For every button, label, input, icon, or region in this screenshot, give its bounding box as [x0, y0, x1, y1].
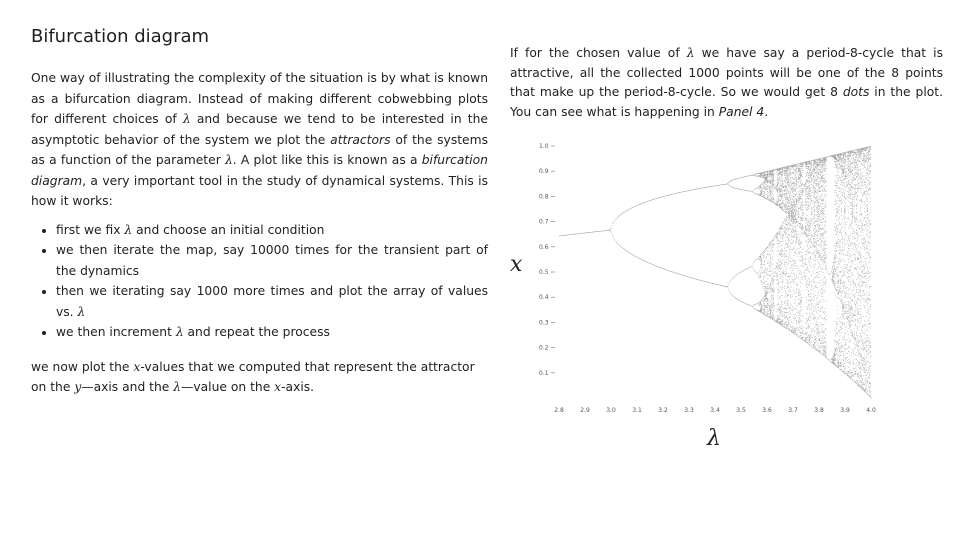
text-run: we now plot the — [31, 359, 134, 374]
bifurcation-plot — [535, 133, 908, 420]
text-run: we then increment — [56, 325, 176, 339]
text-run: . — [764, 104, 769, 119]
text-run: of the systems as a function of the parameter — [31, 132, 489, 167]
emphasis-text: attractors — [330, 132, 391, 147]
x-tick-label: 3.9 — [840, 407, 850, 414]
text-run: . A plot like this is known as a — [232, 153, 422, 167]
text-run: we have say a period-8-cycle that is attractive, all the collected 1000 points will be one of the 8 points that make up the period-8-cycle. So we would get 8 — [510, 46, 943, 99]
text-run: If for the chosen value of — [510, 46, 687, 60]
x-tick-label: 3.6 — [762, 407, 772, 414]
y-tick-label: 0.3 — [539, 319, 549, 327]
text-run: One way of illustrating the complexity of the situation is by what is known as a bifurcation diagram. Instead of making different cobwebbing plots for different choices of — [31, 71, 488, 126]
step-item — [56, 240, 488, 281]
math-symbol: λ — [224, 153, 233, 167]
step-item — [56, 281, 488, 322]
x-tick-label: 3.1 — [632, 407, 642, 414]
y-tick-label: 1.0 — [539, 143, 549, 150]
text-run: —axis and the — [81, 380, 174, 394]
left-column — [31, 68, 488, 398]
text-run: -axis. — [281, 380, 315, 394]
x-tick-label: 4.0 — [866, 407, 876, 414]
math-symbol: λ — [686, 46, 695, 60]
y-tick-label: 0.7 — [539, 218, 549, 226]
right-paragraph — [510, 44, 943, 122]
x-tick-label: 2.9 — [580, 407, 590, 414]
text-run: in the plot. You can see what is happening in — [510, 85, 943, 119]
x-tick-label: 3.5 — [736, 407, 746, 414]
math-symbol: λ — [182, 112, 191, 126]
text-run: then we iterating say 1000 more times and plot the array of values vs. — [56, 284, 488, 319]
y-tick-label: 0.6 — [539, 243, 549, 251]
text-run: and choose an initial condition — [132, 222, 325, 237]
text-run: and repeat the process — [183, 325, 330, 339]
page-title: Bifurcation diagram — [31, 26, 210, 47]
step-item — [56, 322, 488, 343]
x-tick-label: 3.0 — [606, 407, 616, 414]
x-axis-label: λ — [707, 426, 721, 451]
y-tick-label: 0.9 — [539, 168, 549, 176]
y-tick-label: 0.1 — [539, 369, 549, 377]
x-tick-label: 3.8 — [814, 407, 824, 414]
x-tick-label: 3.3 — [684, 407, 694, 414]
math-symbol: x — [133, 359, 141, 374]
text-run: —value on the — [181, 380, 275, 394]
text-run: -values that we computed that represent the attractor on the — [31, 359, 475, 394]
emphasis-text: bifurcation diagram — [31, 153, 488, 188]
y-tick-label: 0.2 — [539, 344, 549, 352]
intro-paragraph — [31, 68, 488, 212]
attractor-points — [559, 146, 872, 398]
y-tick-label: 0.4 — [539, 294, 549, 302]
math-symbol: y — [74, 380, 82, 394]
x-tick-label: 3.4 — [710, 407, 720, 414]
math-symbol: λ — [175, 325, 184, 339]
outro-paragraph — [31, 357, 488, 398]
emphasis-text: Panel 4 — [718, 104, 765, 119]
math-symbol: λ — [77, 304, 86, 319]
math-symbol: λ — [173, 380, 182, 394]
text-run: and because we tend to be interested in the asymptotic behavior of the system we plot the — [31, 112, 488, 147]
x-tick-label: 3.7 — [788, 407, 798, 414]
bifurcation-figure — [535, 133, 908, 420]
steps-list — [31, 220, 488, 343]
x-tick-label: 2.8 — [554, 407, 564, 414]
text-run: , a very important tool in the study of dynamical systems. This is how it works: — [31, 173, 488, 208]
emphasis-text: dots — [842, 85, 870, 99]
step-item — [56, 220, 488, 241]
y-tick-label: 0.5 — [539, 269, 549, 276]
math-symbol: λ — [124, 222, 133, 237]
math-symbol: x — [274, 380, 282, 394]
text-run: we then iterate the map, say 10000 times for the transient part of the dynamics — [56, 243, 488, 278]
y-axis-label: x — [510, 252, 523, 277]
x-tick-label: 3.2 — [658, 407, 668, 414]
y-tick-label: 0.8 — [539, 193, 549, 201]
text-run: first we fix — [56, 222, 125, 237]
